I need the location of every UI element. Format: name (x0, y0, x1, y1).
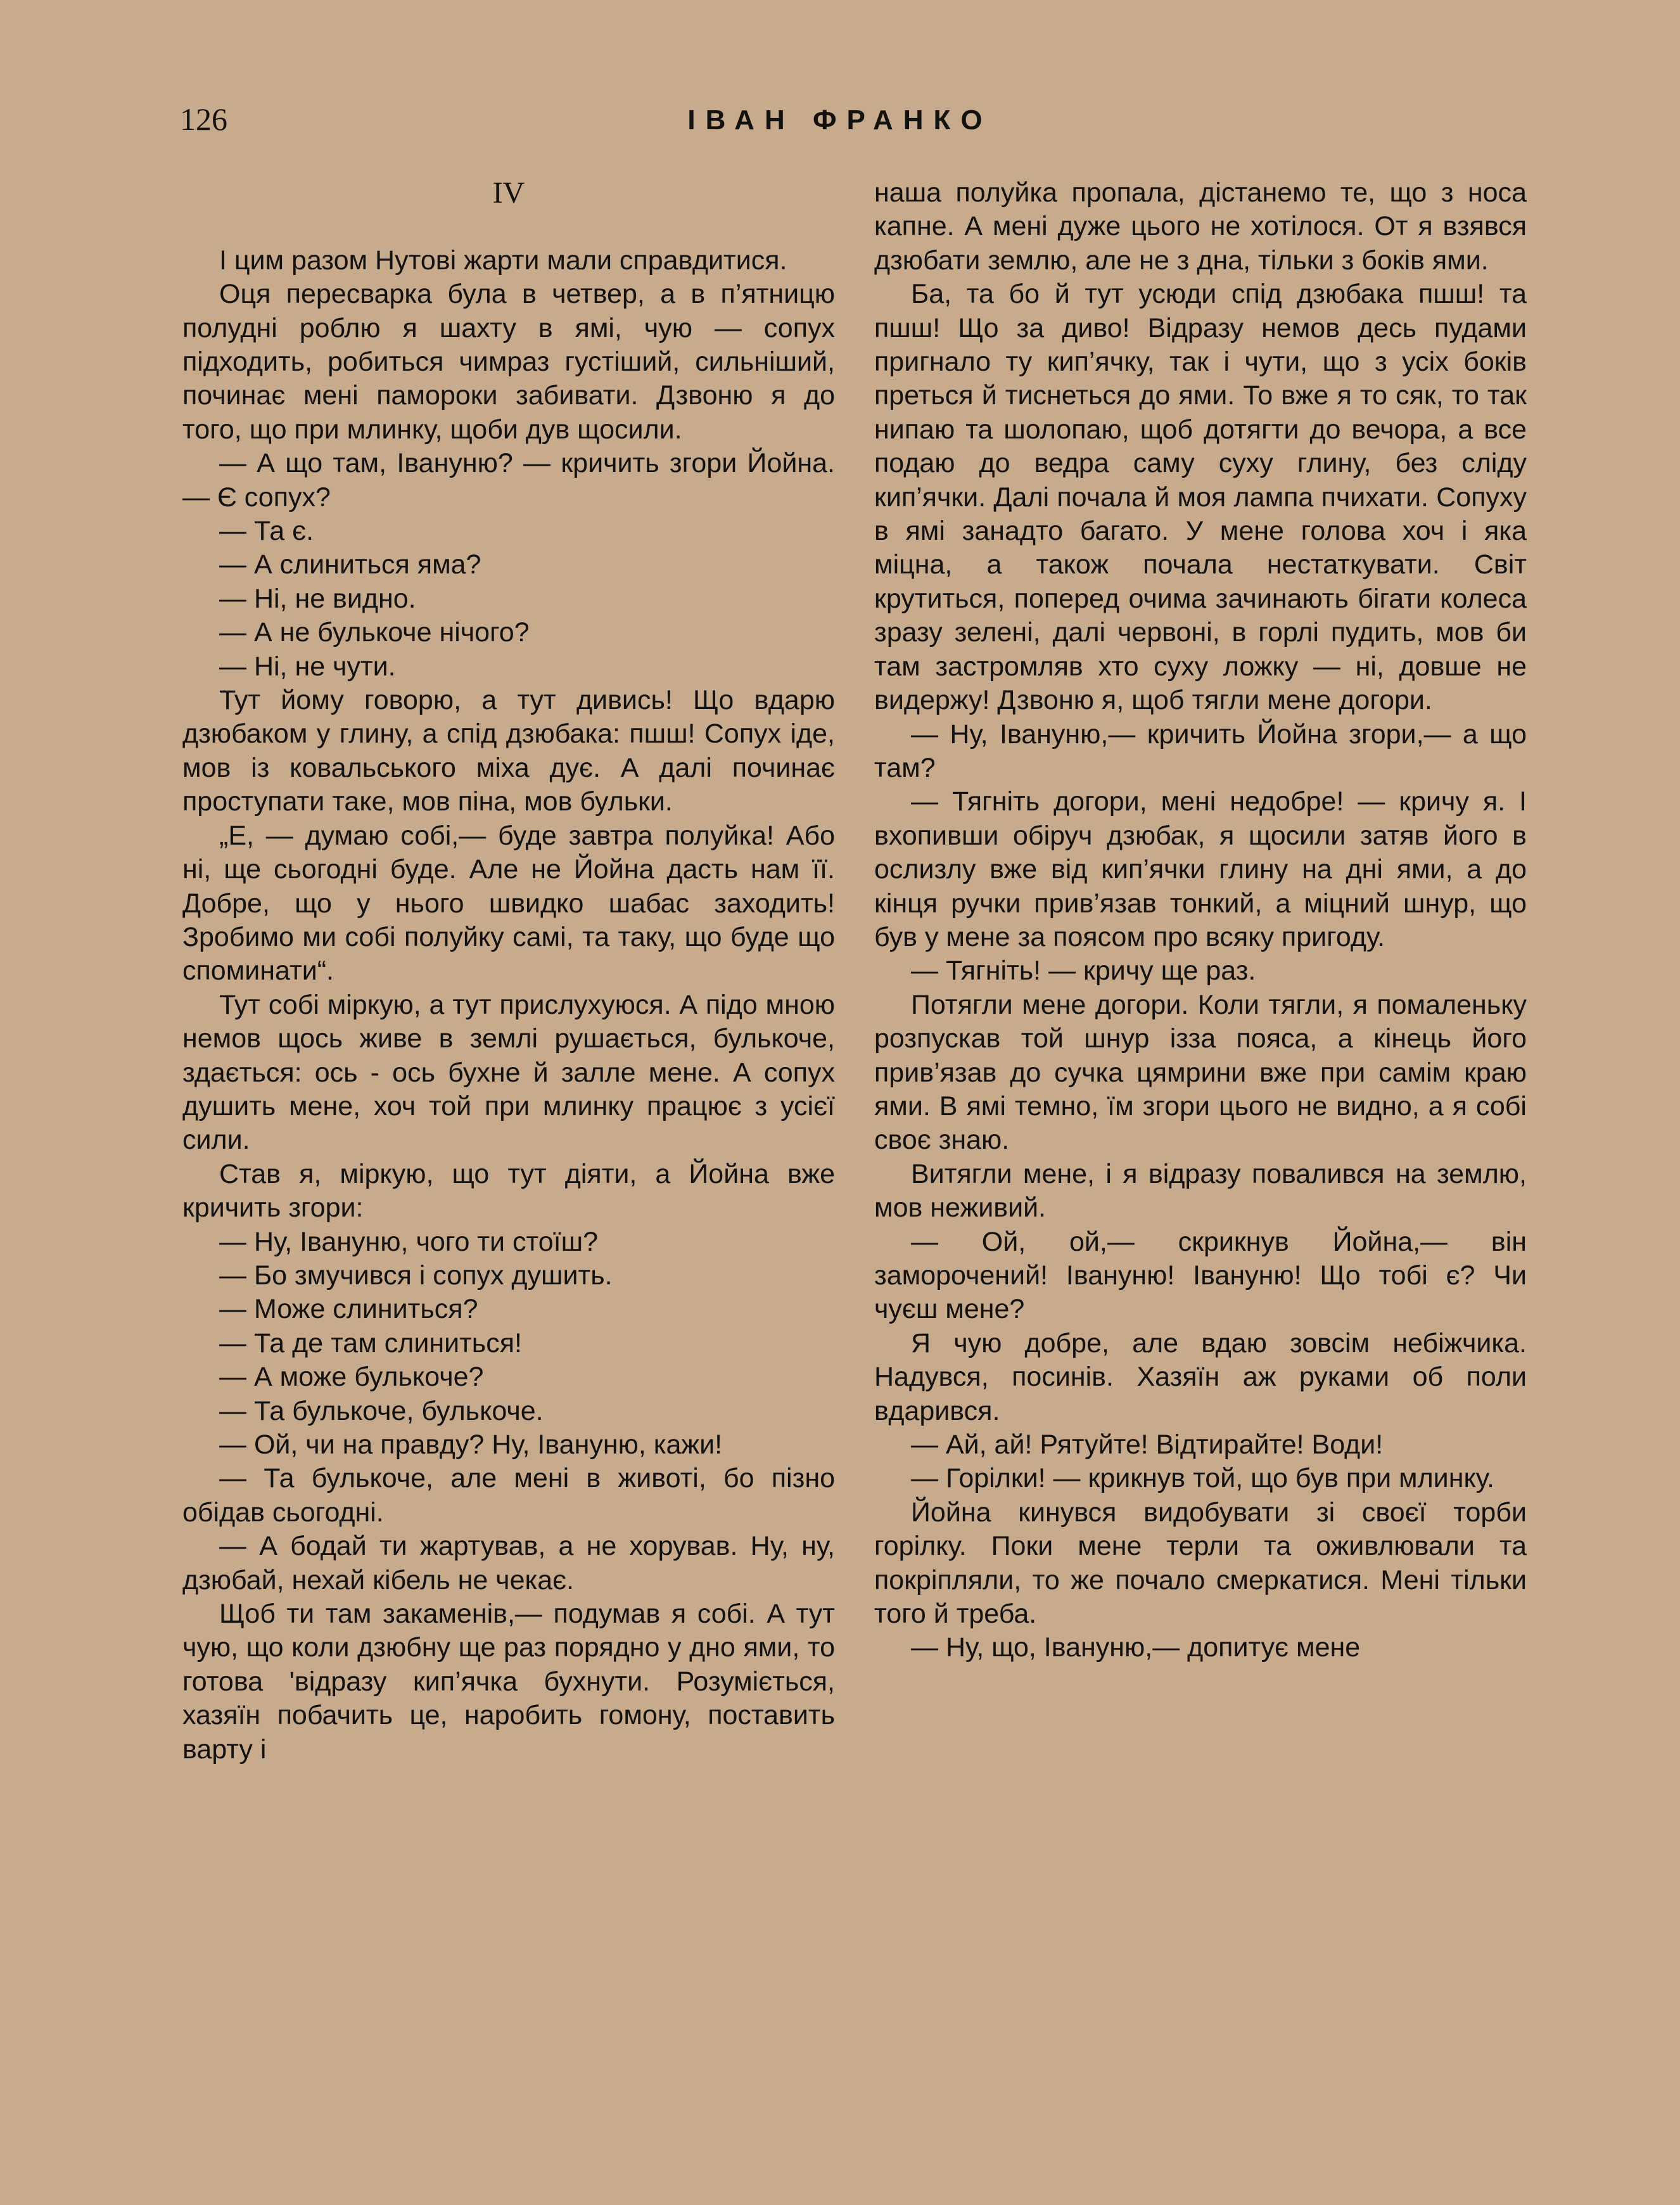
paragraph: Йойна кинувся видобувати зі своєї торби горілку. Поки мене терли та оживлювали та покріпляли, то же почало смеркатися. Мені тільки того й треба. (874, 1497, 1527, 1630)
dialogue-line: — Тягніть! — кричу ще раз. (911, 955, 1256, 987)
dialogue-line: — Тягніть догори, мені недобре! — кричу я. І вхопивши обіруч дзюбак, я щосили затяв його в ослизлу вже від кип’ячки глину на дні ями, а до кінця ручки прив’язав тонкий, а міцний шнур, що був у мене за поясом про всяку пригоду. (874, 786, 1527, 952)
paragraph: І цим разом Нутові жарти мали справдитися. (219, 245, 787, 276)
paragraph: Став я, міркую, що тут діяти, а Йойна вже кричить згори: (182, 1158, 835, 1224)
right-column (874, 176, 1527, 1665)
dialogue-line: — А слиниться яма? (219, 549, 481, 580)
dialogue-line: — Ну, Івануню, чого ти стоїш? (219, 1226, 599, 1257)
dialogue-line: — А що там, Івануню? — кричить згори Йойна.— Є сопух? (182, 448, 835, 513)
paragraph: „Е, — думаю собі,— буде завтра полуйка! Або ні, ще сьогодні буде. Але не Йойна дасть нам її. Добре, що у нього швидко шабас заходить! Зробимо ми собі полуйку самі, та таку, що буде що споминати“. (182, 820, 835, 987)
dialogue-line: — Ай, ай! Рятуйте! Відтирайте! Води! (911, 1429, 1384, 1460)
paragraph-continued: наша полуйка пропала, дістанемо те, що з носа капне. А мені дуже цього не хотілося. От я взявся дзюбати землю, але не з дна, тільки з боків ями. (874, 177, 1527, 276)
dialogue-line: — А не булькоче нічого? (219, 617, 530, 648)
dialogue-line: — А бодай ти жартував, а не хорував. Ну, ну, дзюбай, нехай кібель не чекає. (182, 1531, 835, 1595)
paragraph: Оця пересварка була в четвер, а в п’ятницю полудні роблю я шахту в ямі, чую — сопух підходить, робиться чимраз густіший, сильніший, починає мені паморoки забивати. Дзвоню я до того, що при млинку, щоби дув щосили. (182, 279, 835, 445)
paragraph: Тут йому говорю, а тут дивись! Що вдарю дзюбаком у глину, а спід дзюбака: пшш! Сопух іде, мов із ковальського міха дує. А далі починає проступати таке, мов піна, мов бульки. (182, 685, 835, 817)
dialogue-line: — Та де там слиниться! (219, 1327, 522, 1358)
dialogue-line: — Ой, чи на правду? Ну, Івануню, кажи! (219, 1429, 723, 1460)
dialogue-line: — Ой, ой,— скрикнув Йойна,— він заморочений! Івануню! Івануню! Що тобі є? Чи чуєш мене? (874, 1226, 1527, 1325)
dialogue-line: — Ні, не чути. (219, 651, 396, 682)
dialogue-line: — Бо змучився і сопух душить. (219, 1260, 613, 1291)
paragraph: Ба, та бо й тут усюди спід дзюбака пшш! та пшш! Що за диво! Відразу немов десь пудами пригнало ту кип’ячку, так і чути, що з усіх боків преться й тиснеться до ями. То вже я то сяк, то так нипаю та шолопаю, щоб дотягти до вечора, а все подаю до ведра саму суху глину, без сліду кип’ячки. Далі почала й моя лампа пчихати. Сопуху в ямі занадто багато. У мене голова хоч і яка міцна, а також почала нестаткувати. Світ крутиться, поперед очима зачинають бігати колеса зразу зелені, далі червоні, в горлі пудить, мов би там застромляв хто суху ложку — ні, довше не видержу! Дзвоню я, щоб тягли мене догори. (874, 279, 1527, 716)
running-title: ІВАН ФРАНКО (687, 105, 993, 136)
left-column (182, 176, 835, 1767)
paragraph: Тут собі міркую, а тут прислухуюся. А підо мною немов щось живе в землі рушається, булькоче, здається: ось - ось бухне й залле мене. А сопух душить мене, хоч той при млинку працює з усієї сили. (182, 989, 835, 1156)
dialogue-line: — Може слиниться? (219, 1294, 478, 1325)
paragraph: Витягли мене, і я відразу повалився на землю, мов неживий. (874, 1158, 1527, 1224)
page-number: 126 (180, 101, 227, 137)
dialogue-line: — Горілки! — крикнув той, що був при млинку. (911, 1463, 1494, 1494)
dialogue-line: — Ну, Івануню,— кричить Йойна згори,— а що там? (874, 719, 1527, 783)
paragraph: Щоб ти там закаменів,— подумав я собі. А тут чую, що коли дзюбну ще раз порядно у дно ями, то готова 'відразу кип’ячка бухнути. Розуміється, хазяїн побачить це, наробить гомону, поставить варту і (182, 1599, 835, 1765)
paragraph: Потягли мене догори. Коли тягли, я помаленьку розпускав той шнур ізза пояса, а кінець його прив’язав до сучка цямрини вже при самім краю ями. В ямі темно, їм згори цього не видно, а я собі своє знаю. (874, 989, 1527, 1156)
dialogue-line: — Ні, не видно. (219, 583, 416, 614)
chapter-heading: IV (492, 176, 525, 210)
dialogue-line: — Ну, що, Івануню,— допитує мене (911, 1632, 1361, 1663)
dialogue-line: — Та є. (219, 516, 314, 547)
paragraph: Я чую добре, але вдаю зовсім небіжчика. Надувся, посинів. Хазяїн аж руками об поли вдарився. (874, 1327, 1527, 1426)
dialogue-line: — А може булькоче? (219, 1362, 484, 1393)
dialogue-line: — Та булькоче, але мені в животі, бо пізно обідав сьогодні. (182, 1463, 835, 1528)
dialogue-line: — Та булькоче, булькоче. (219, 1395, 544, 1426)
